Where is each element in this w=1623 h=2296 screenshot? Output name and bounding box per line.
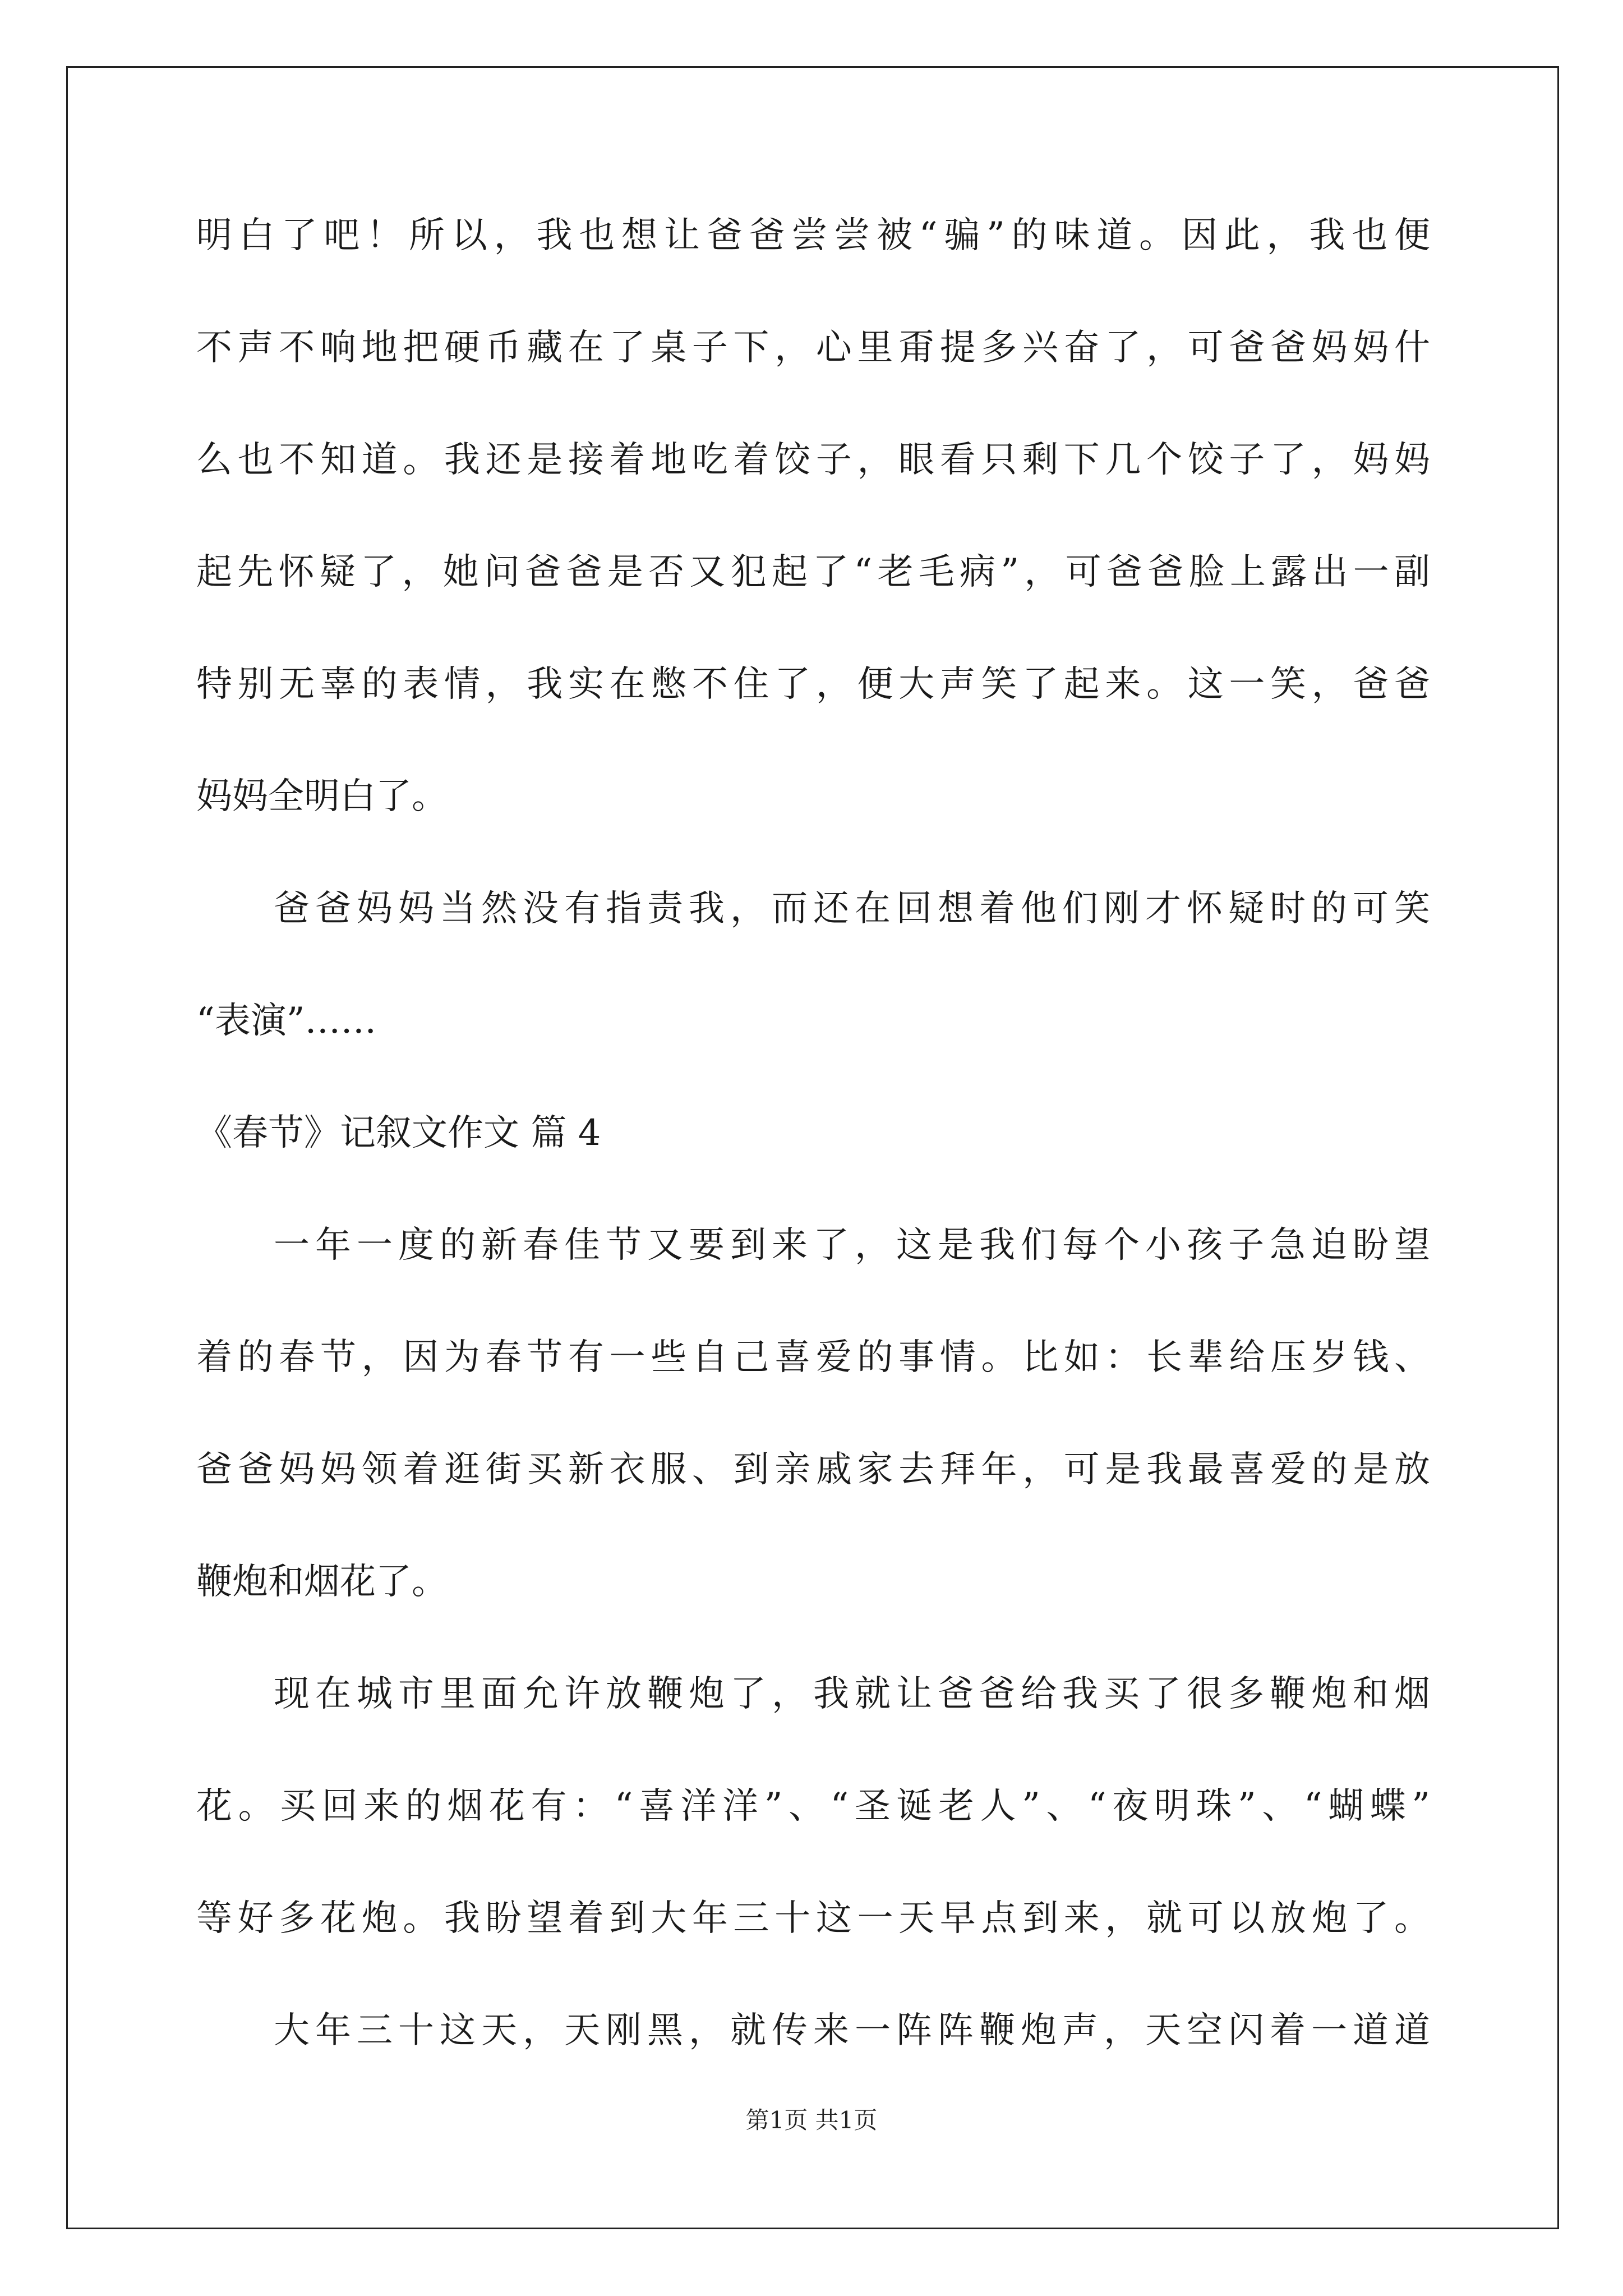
paragraph-line: 花。买回来的烟花有：“喜洋洋”、“圣诞老人”、“夜明珠”、“蝴蝶” [196,1786,1430,1827]
paragraph-line: 现在城市里面允许放鞭炮了，我就让爸爸给我买了很多鞭炮和烟 [274,1673,1430,1715]
paragraph-line: 爸爸妈妈当然没有指责我，而还在回想着他们刚才怀疑时的可笑 [274,888,1430,930]
section-heading: 《春节》记叙文作文 篇 4 [196,1112,601,1154]
paragraph-line: 明白了吧！所以，我也想让爸爸尝尝被“骗”的味道。因此，我也便 [196,215,1430,256]
page-number: 第1页 共1页 [745,2106,878,2134]
paragraph-line: 起先怀疑了，她问爸爸是否又犯起了“老毛病”，可爸爸脸上露出一副 [196,551,1430,593]
paragraph-line: 么也不知道。我还是接着地吃着饺子，眼看只剩下几个饺子了，妈妈 [196,439,1430,481]
paragraph-line: 着的春节，因为春节有一些自己喜爱的事情。比如：长辈给压岁钱、 [196,1337,1430,1378]
paragraph-line: 妈妈全明白了。 [196,776,448,817]
paragraph-line: 特别无辜的表情，我实在憋不住了，便大声笑了起来。这一笑，爸爸 [196,664,1430,705]
paragraph-line: 鞭炮和烟花了。 [196,1561,448,1603]
paragraph-line: 不声不响地把硬币藏在了桌子下，心里甭提多兴奋了，可爸爸妈妈什 [196,327,1430,369]
paragraph-line: 大年三十这天，天刚黑，就传来一阵阵鞭炮声，天空闪着一道道 [274,2010,1430,2051]
paragraph-line: “表演”…… [196,1000,377,1042]
paragraph-line: 等好多花炮。我盼望着到大年三十这一天早点到来，就可以放炮了。 [196,1898,1430,1939]
paragraph-line: 一年一度的新春佳节又要到来了，这是我们每个小孩子急迫盼望 [274,1225,1430,1266]
paragraph-line: 爸爸妈妈领着逛街买新衣服、到亲戚家去拜年，可是我最喜爱的是放 [196,1449,1430,1490]
